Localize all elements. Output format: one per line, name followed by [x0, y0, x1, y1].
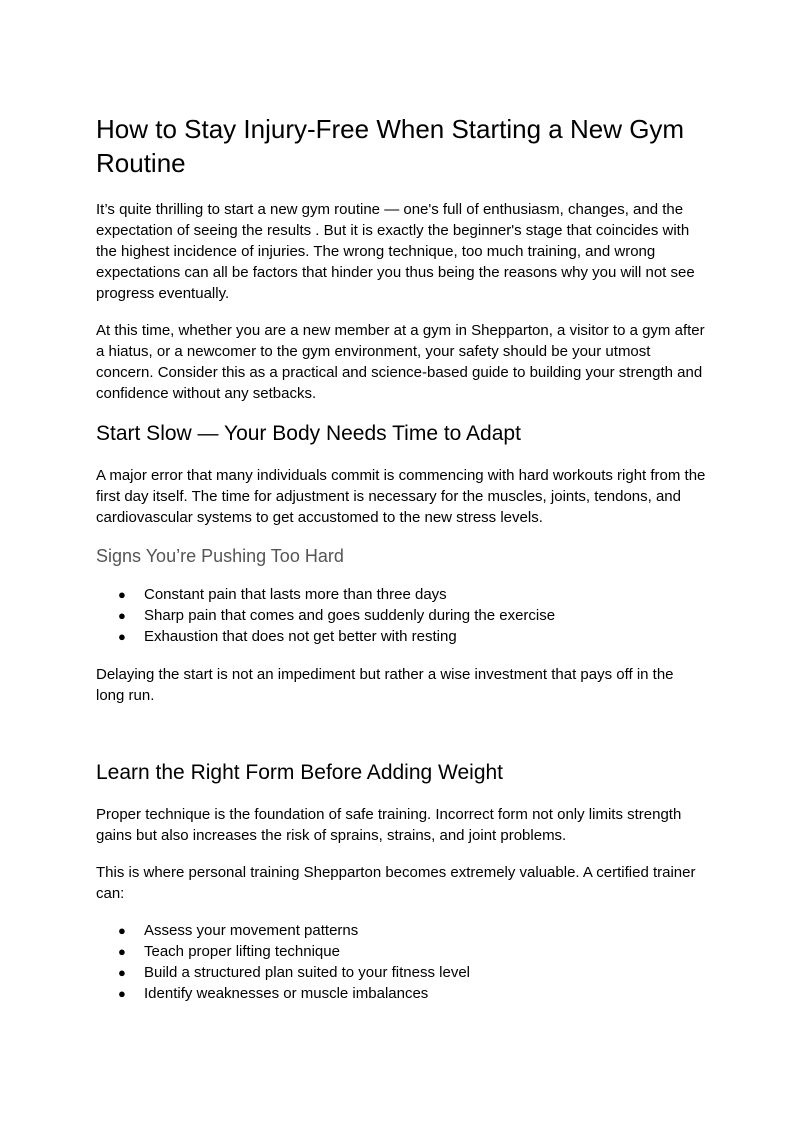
list-item-text: Build a structured plan suited to your fitness level	[144, 964, 471, 981]
bullet-icon: ●	[118, 608, 126, 623]
bullet-icon: ●	[118, 986, 126, 1001]
intro-paragraph-2: At this time, whether you are a new member at a gym in Shepparton, a visitor to a gym after a hiatus, or a newcomer to the gym environment, your safety should be your utmost concern. Consider this as a practical and science-based guide to building your strength and confidence without any setbacks.	[96, 322, 705, 402]
right-form-paragraph-1: Proper technique is the foundation of safe training. Incorrect form not only limits strength gains but also increases the risk of sprains, strains, and joint problems.	[96, 806, 682, 844]
section-heading-right-form: Learn the Right Form Before Adding Weight	[96, 761, 504, 784]
list-item-text: Sharp pain that comes and goes suddenly during the exercise	[144, 607, 556, 624]
signs-list	[96, 584, 706, 647]
start-slow-closing: Delaying the start is not an impediment but rather a wise investment that pays off in the long run.	[96, 666, 674, 704]
bullet-icon: ●	[118, 944, 126, 959]
list-item	[96, 983, 706, 1004]
list-item-text: Constant pain that lasts more than three days	[144, 586, 447, 603]
list-item	[96, 605, 706, 626]
start-slow-paragraph: A major error that many individuals commit is commencing with hard workouts right from the first day itself. The time for adjustment is necessary for the muscles, joints, tendons, and cardiovascular systems to get accustomed to the new stress levels.	[96, 467, 706, 526]
trainer-list	[96, 920, 706, 1004]
list-item-text: Exhaustion that does not get better with resting	[144, 628, 457, 645]
section-heading-start-slow: Start Slow — Your Body Needs Time to Adapt	[96, 422, 521, 445]
bullet-icon: ●	[118, 629, 126, 644]
list-item-text: Teach proper lifting technique	[144, 943, 340, 960]
bullet-icon: ●	[118, 965, 126, 980]
bullet-icon: ●	[118, 923, 126, 938]
list-item	[96, 962, 706, 983]
list-item	[96, 920, 706, 941]
subheading-signs: Signs You’re Pushing Too Hard	[96, 546, 344, 566]
document-title: How to Stay Injury-Free When Starting a New Gym Routine	[96, 114, 685, 178]
bullet-icon: ●	[118, 587, 126, 602]
list-item-text: Assess your movement patterns	[144, 922, 359, 939]
list-item-text: Identify weaknesses or muscle imbalances	[144, 985, 429, 1002]
list-item	[96, 584, 706, 605]
list-item	[96, 626, 706, 647]
intro-paragraph-1: It’s quite thrilling to start a new gym routine — one's full of enthusiasm, changes, and the expectation of seeing the results . But it is exactly the beginner's stage that coincides with the highest incidence of injuries. The wrong technique, too much training, and wrong expectations can all be factors that hinder you thus being the reasons why you will not see progress eventually.	[96, 201, 695, 302]
list-item	[96, 941, 706, 962]
right-form-paragraph-2: This is where personal training Shepparton becomes extremely valuable. A certified trainer can:	[96, 864, 696, 902]
